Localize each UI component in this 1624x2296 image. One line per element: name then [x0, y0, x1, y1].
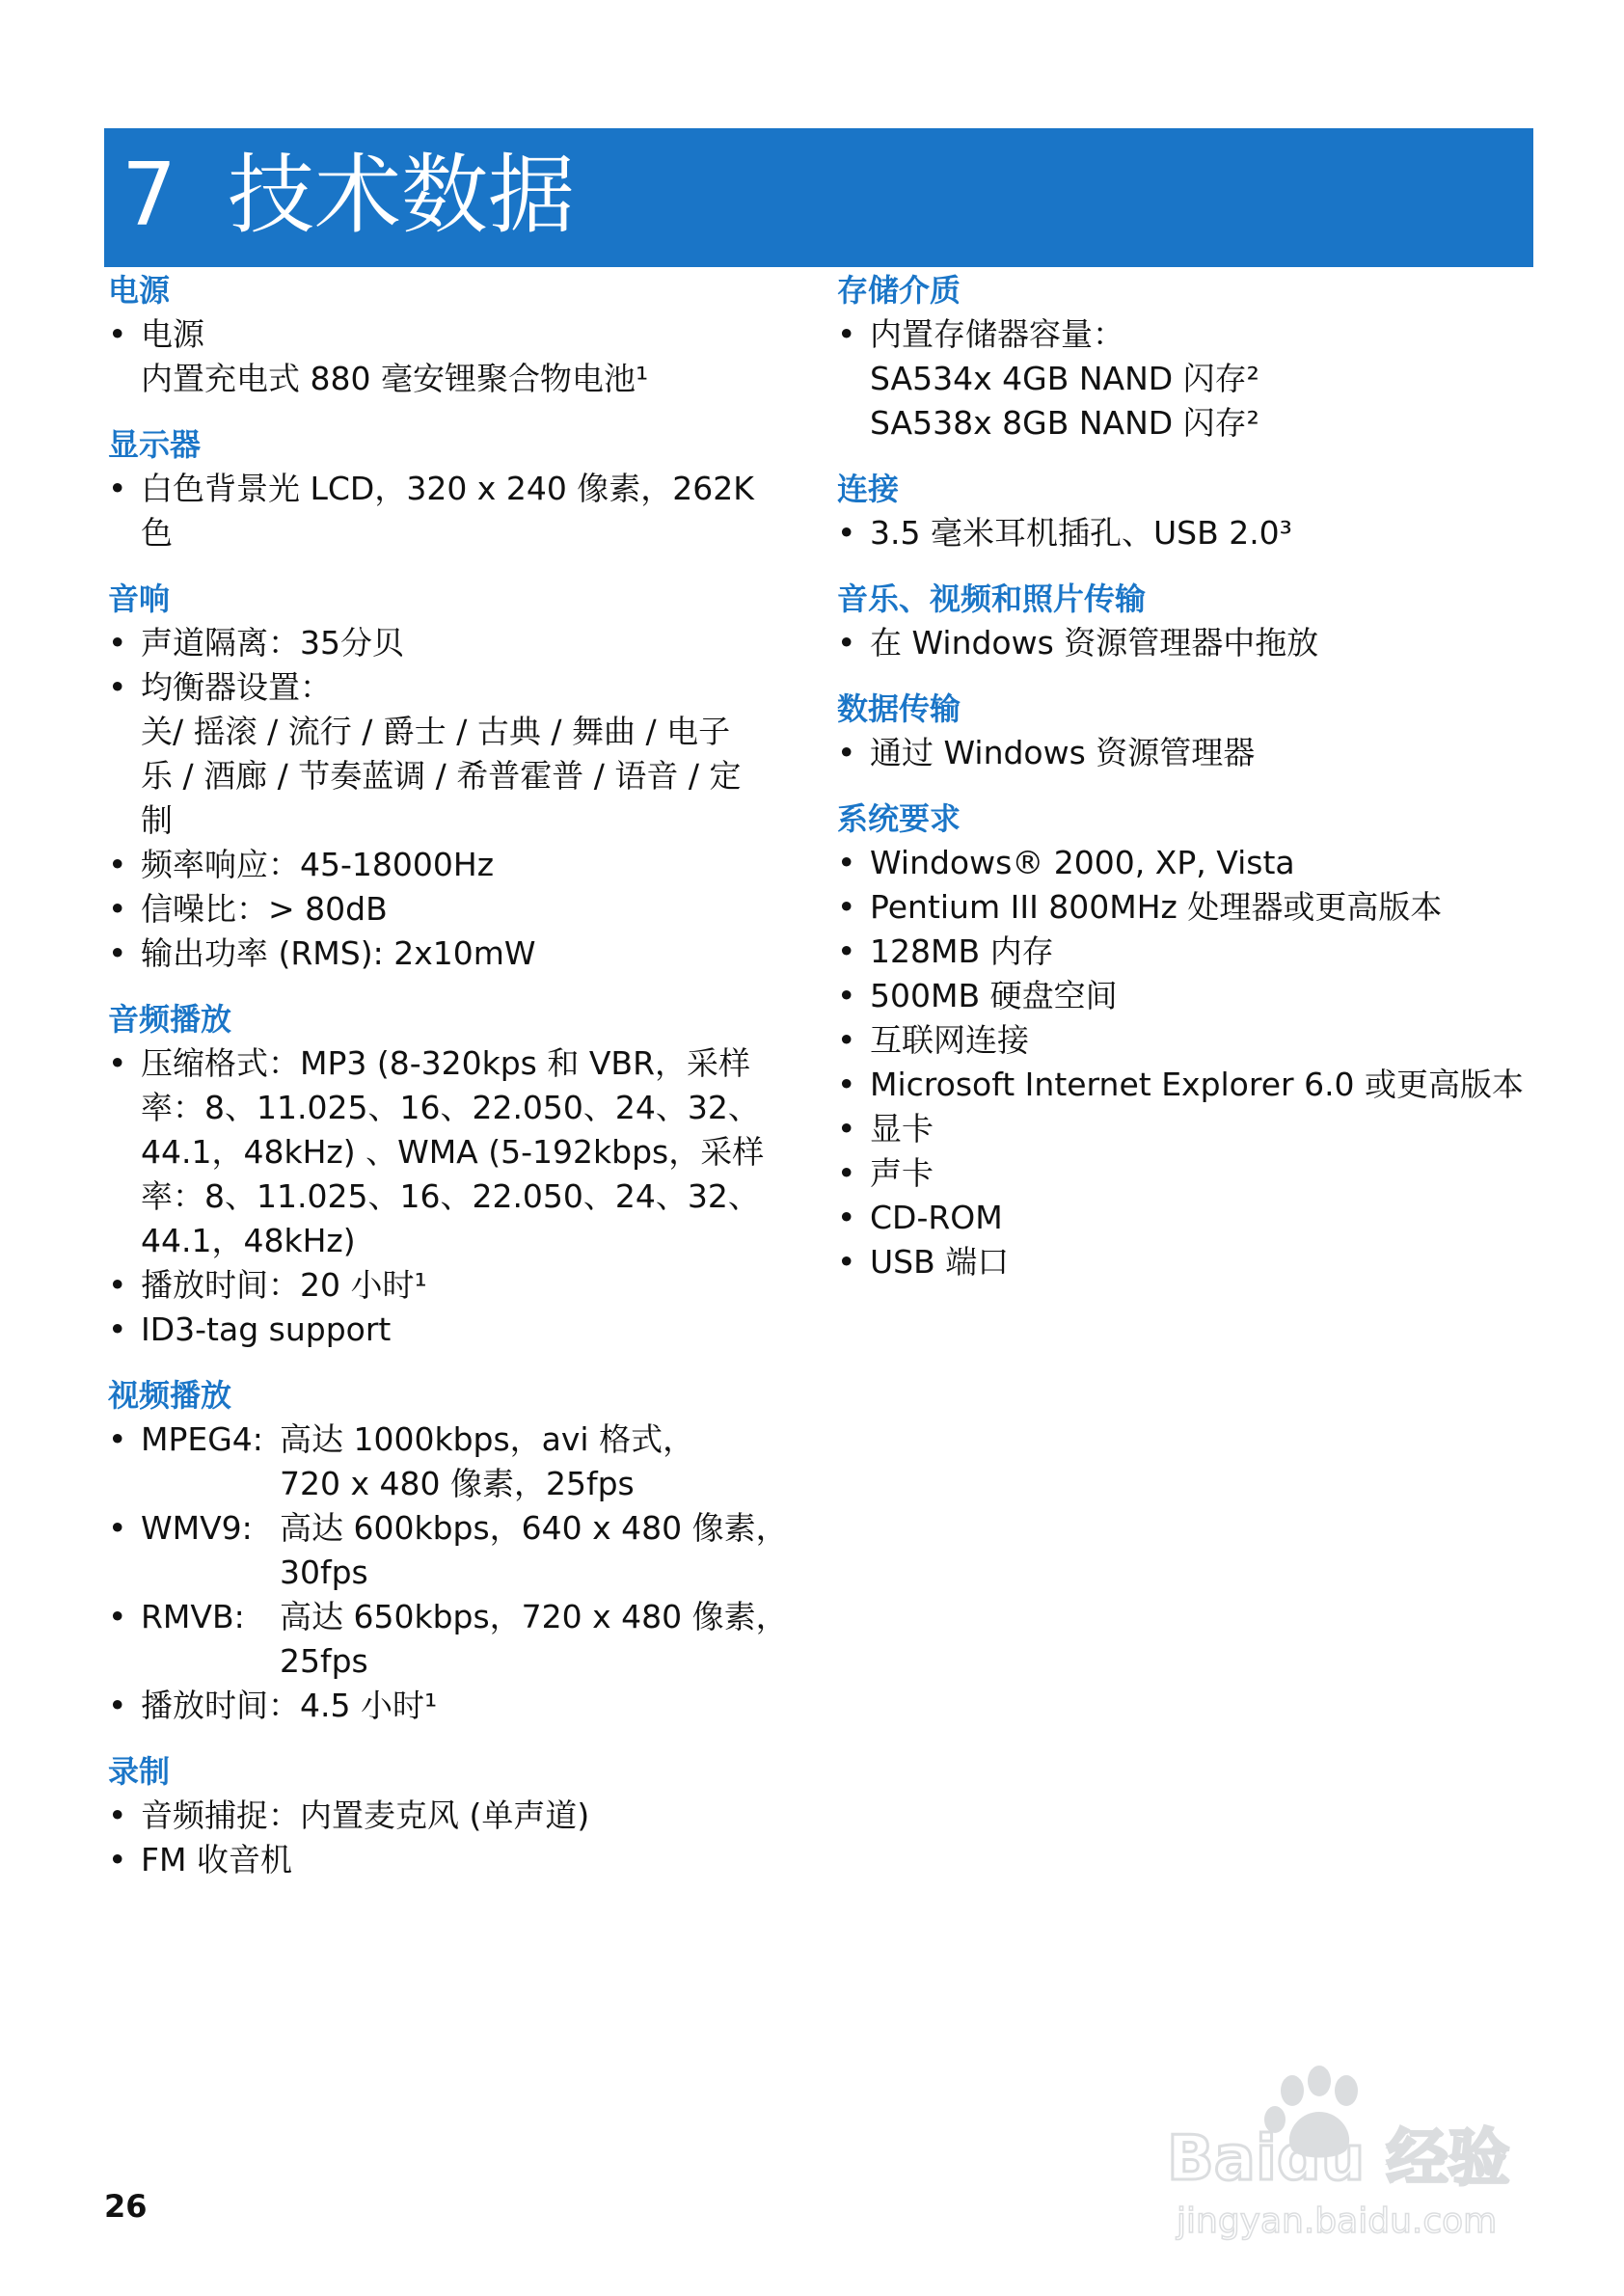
section-display — [108, 422, 802, 555]
spec-text: 制 — [141, 801, 173, 839]
spec-text: 均衡器设置： — [141, 668, 332, 706]
spec-text: 白色背景光 LCD，320 x 240 像素，262K — [141, 470, 754, 507]
spec-text: 通过 Windows 资源管理器 — [870, 734, 1256, 771]
chapter-header — [104, 128, 1533, 267]
spec-item — [108, 932, 802, 976]
chapter-number: 7 — [122, 145, 177, 246]
spec-text: 44.1，48kHz) 、WMA (5-192kbps，采样 — [141, 1133, 765, 1171]
video-format-spec-cont: 30fps — [280, 1553, 368, 1591]
spec-item — [108, 665, 802, 843]
section-title: 显示器 — [108, 426, 202, 463]
spec-text: 率：8、11.025、16、22.050、24、32、 — [141, 1089, 760, 1126]
video-format-spec-cont: 720 x 480 像素，25fps — [280, 1465, 635, 1502]
bullet-icon: • — [837, 1199, 856, 1236]
spec-text: 频率响应：45-18000Hz — [141, 846, 495, 883]
spec-item — [837, 621, 1531, 665]
spec-text: Pentium III 800MHz 处理器或更高版本 — [870, 888, 1443, 926]
section-audio-playback — [108, 997, 802, 1352]
bullet-icon: • — [108, 1687, 127, 1724]
bullet-icon: • — [837, 1154, 856, 1192]
spec-text: 500MB 硬盘空间 — [870, 977, 1118, 1014]
bullet-icon: • — [837, 1243, 856, 1281]
video-format-spec: 高达 650kbps，720 x 480 像素， — [280, 1598, 788, 1635]
left-column — [108, 268, 802, 1882]
bullet-icon: • — [108, 1841, 127, 1878]
section-recording — [108, 1749, 802, 1882]
bullet-icon: • — [837, 844, 856, 881]
bullet-icon: • — [108, 1796, 127, 1834]
bullet-icon: • — [108, 846, 127, 883]
bullet-icon: • — [108, 934, 127, 972]
spec-text: 压缩格式：MP3 (8-320kps 和 VBR，采样 — [141, 1044, 750, 1082]
spec-text: 乐 / 酒廊 / 节奏蓝调 / 希普霍普 / 语音 / 定 — [141, 757, 742, 795]
video-format-label: RMVB: — [141, 1598, 245, 1635]
baidu-paw-logo-icon — [1157, 2064, 1543, 2247]
spec-text: SA534x 4GB NAND 闪存² — [870, 360, 1259, 397]
section-storage — [837, 268, 1531, 446]
bullet-icon: • — [108, 1420, 127, 1458]
spec-text: 显卡 — [870, 1110, 934, 1148]
spec-text: 播放时间：4.5 小时¹ — [141, 1687, 438, 1724]
spec-item — [108, 1263, 802, 1308]
spec-item — [837, 1196, 1531, 1240]
page-number: 26 — [104, 2188, 148, 2225]
bullet-icon: • — [837, 734, 856, 771]
bullet-icon: • — [108, 624, 127, 662]
section-title: 连接 — [837, 471, 900, 507]
baidu-watermark — [1157, 2064, 1543, 2247]
spec-item — [837, 1151, 1531, 1196]
spec-item — [837, 511, 1531, 555]
section-title: 数据传输 — [837, 690, 961, 727]
spec-item — [837, 974, 1531, 1018]
bullet-icon: • — [837, 624, 856, 662]
right-column — [837, 268, 1531, 1284]
spec-text: 在 Windows 资源管理器中拖放 — [870, 624, 1319, 662]
section-transfer-media — [837, 577, 1531, 665]
bullet-icon: • — [108, 470, 127, 507]
video-format-item — [108, 1418, 802, 1506]
section-title: 存储介质 — [837, 272, 961, 309]
section-power — [108, 268, 802, 401]
section-title: 音响 — [108, 581, 171, 617]
spec-item — [108, 1684, 802, 1728]
spec-text: CD-ROM — [870, 1199, 1003, 1236]
spec-text: 率：8、11.025、16、22.050、24、32、 — [141, 1177, 760, 1215]
spec-text: FM 收音机 — [141, 1841, 292, 1878]
spec-item — [108, 887, 802, 932]
video-format-spec-cont: 25fps — [280, 1642, 368, 1680]
bullet-icon: • — [837, 1066, 856, 1103]
spec-item — [837, 1063, 1531, 1107]
spec-text: 播放时间：20 小时¹ — [141, 1266, 427, 1304]
spec-list — [837, 621, 1531, 665]
spec-text: USB 端口 — [870, 1243, 1010, 1281]
spec-text: Microsoft Internet Explorer 6.0 或更高版本 — [870, 1066, 1525, 1103]
bullet-icon: • — [837, 888, 856, 926]
chapter-title: 技术数据 — [228, 145, 575, 246]
spec-text: 128MB 内存 — [870, 932, 1054, 970]
section-video-playback — [108, 1373, 802, 1728]
section-system-requirements — [837, 797, 1531, 1284]
spec-text: 内置存储器容量： — [870, 315, 1124, 353]
bullet-icon: • — [837, 932, 856, 970]
spec-text: 音频捕捉：内置麦克风 (单声道) — [141, 1796, 590, 1834]
bullet-icon: • — [837, 1021, 856, 1059]
bullet-icon: • — [837, 977, 856, 1014]
section-title: 系统要求 — [837, 800, 961, 837]
spec-item — [837, 930, 1531, 974]
spec-text: 3.5 毫米耳机插孔、USB 2.0³ — [870, 514, 1292, 552]
bullet-icon: • — [108, 315, 127, 353]
spec-text: ID3-tag support — [141, 1310, 392, 1348]
bullet-icon: • — [108, 668, 127, 706]
spec-list — [108, 1794, 802, 1882]
spec-item — [108, 1308, 802, 1352]
spec-text: 关/ 摇滚 / 流行 / 爵士 / 古典 / 舞曲 / 电子 — [141, 713, 731, 750]
section-sound — [108, 577, 802, 976]
spec-text: 内置充电式 880 毫安锂聚合物电池¹ — [141, 360, 649, 397]
spec-item — [108, 467, 802, 555]
spec-text: 声道隔离：35分贝 — [141, 624, 404, 662]
bullet-icon: • — [108, 890, 127, 928]
video-format-label: MPEG4: — [141, 1420, 263, 1458]
spec-text: 色 — [141, 514, 173, 552]
spec-item — [108, 843, 802, 887]
video-format-label: WMV9: — [141, 1509, 253, 1547]
spec-list — [108, 621, 802, 976]
spec-item — [108, 1041, 802, 1263]
bullet-icon: • — [837, 1110, 856, 1148]
spec-text: 电源 — [141, 315, 204, 353]
spec-text: 44.1，48kHz) — [141, 1222, 356, 1259]
spec-item — [837, 731, 1531, 775]
spec-text: 输出功率 (RMS): 2x10mW — [141, 934, 536, 972]
spec-list — [837, 731, 1531, 775]
section-title: 录制 — [108, 1753, 171, 1790]
watermark-url: jingyan.baidu.com — [1177, 2201, 1498, 2241]
bullet-icon: • — [108, 1044, 127, 1082]
spec-list — [837, 511, 1531, 555]
section-data-transfer — [837, 687, 1531, 775]
spec-item — [837, 1240, 1531, 1284]
section-title: 视频播放 — [108, 1377, 232, 1414]
spec-list — [837, 841, 1531, 1284]
bullet-icon: • — [837, 315, 856, 353]
spec-item — [837, 312, 1531, 446]
spec-list — [108, 312, 802, 401]
video-format-spec: 高达 600kbps，640 x 480 像素， — [280, 1509, 788, 1547]
spec-item — [108, 1838, 802, 1882]
video-format-spec: 高达 1000kbps，avi 格式， — [280, 1420, 695, 1458]
section-title: 音乐、视频和照片传输 — [837, 581, 1147, 617]
section-title: 音频播放 — [108, 1001, 232, 1038]
spec-text: 互联网连接 — [870, 1021, 1029, 1059]
spec-item — [108, 1794, 802, 1838]
section-connectivity — [837, 467, 1531, 555]
spec-text: 信噪比：> 80dB — [141, 890, 388, 928]
spec-item — [108, 621, 802, 665]
watermark-brand: Baidu 经验 — [1167, 2123, 1510, 2195]
video-spec-list — [108, 1418, 802, 1728]
video-format-item — [108, 1506, 802, 1595]
bullet-icon: • — [108, 1266, 127, 1304]
bullet-icon: • — [108, 1509, 127, 1547]
bullet-icon: • — [837, 514, 856, 552]
video-format-item — [108, 1595, 802, 1684]
section-title: 电源 — [108, 272, 171, 309]
spec-item — [837, 1018, 1531, 1063]
spec-item — [837, 841, 1531, 885]
bullet-icon: • — [108, 1598, 127, 1635]
spec-text: SA538x 8GB NAND 闪存² — [870, 404, 1259, 442]
spec-item — [837, 1107, 1531, 1151]
spec-list — [837, 312, 1531, 446]
spec-text: 声卡 — [870, 1154, 934, 1192]
spec-item — [108, 312, 802, 401]
spec-item — [837, 885, 1531, 930]
bullet-icon: • — [108, 1310, 127, 1348]
spec-list — [108, 1041, 802, 1352]
spec-list — [108, 467, 802, 555]
spec-text: Windows® 2000, XP, Vista — [870, 844, 1295, 881]
